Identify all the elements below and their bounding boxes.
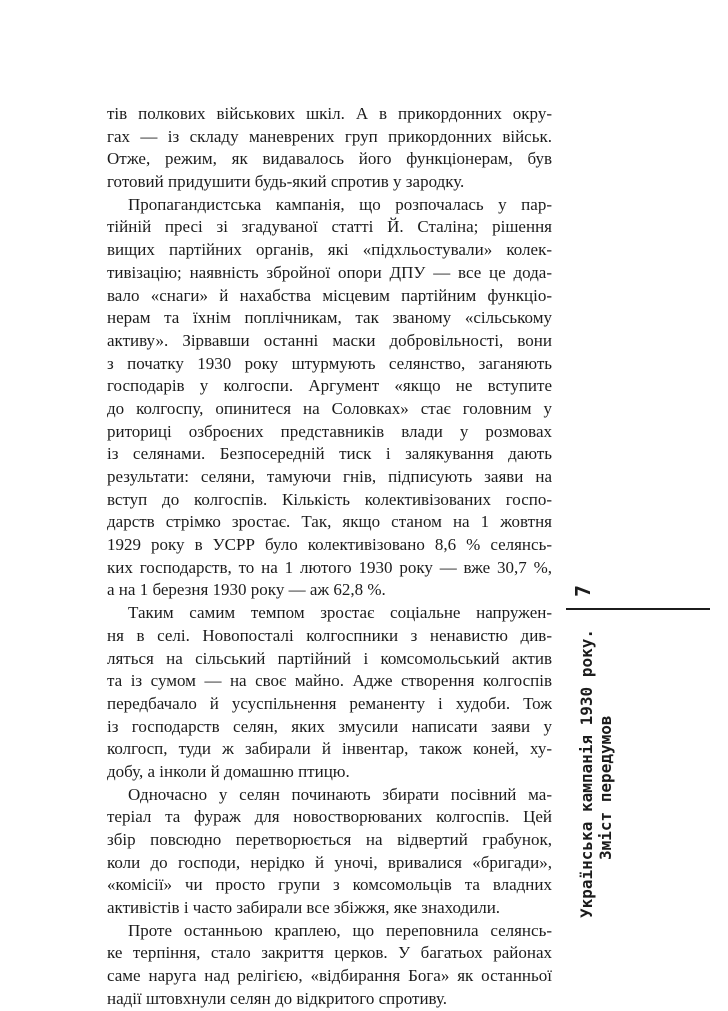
text-line: до колгоспу, опинитеся на Соловках» стає головним у: [107, 398, 552, 418]
text-line: коли до господи, нерідко й уночі, вривалися «бригади»,: [107, 852, 552, 872]
text-line: 1929 року в УСРР було колективізовано 8,6 % селянсь-: [107, 535, 552, 555]
text-line: збір повсюдно перетворюється на відвертий грабунок,: [107, 830, 552, 849]
text-line: вступ до колгоспів. Кількість колективізованих госпо-: [107, 489, 552, 509]
text-line: результати: селяни, тамуючи гнів, підписують заяви на: [107, 467, 552, 486]
text-line: теріал та фураж для новостворюваних колгоспів. Цей: [107, 807, 552, 827]
text-line: передбачало й усуспільнення реманенту і худоби. Тож: [107, 693, 552, 713]
text-line: активістів і часто забирали все збіжжя, яке знаходили.: [107, 898, 501, 918]
text-line: Пропагандистська кампанія, що розпочалась у пар-: [128, 194, 552, 214]
text-line: Одночасно у селян починають збирати посівний ма-: [128, 784, 552, 804]
text-line: колгосп, туди ж забирали й інвентар, також коней, ху-: [107, 739, 552, 759]
text-line: «комісії» чи просто групи з комсомольців та владних: [107, 875, 552, 895]
text-line: надії штовхнули селян до відкритого спротиву.: [107, 988, 448, 1008]
page-number: 7: [571, 584, 595, 598]
body-text: [107, 103, 552, 1011]
text-line: ляться на сільський партійний і комсомольський актив: [107, 648, 552, 668]
text-line: тійній пресі зі згадуваної статті Й. Сталіна; рішення: [107, 217, 552, 237]
text-line: Проте останньою краплею, що переповнила селянсь-: [128, 920, 552, 940]
text-line: вало «снаги» й нахабства місцевим партійним функціо-: [107, 285, 552, 305]
text-line: Таким самим темпом зростає соціальне напружен-: [128, 603, 552, 623]
running-head-title: Українська кампанія 1930 року.: [577, 629, 596, 918]
text-line: нерам та їхнім поплічникам, так званому «сільському: [107, 308, 552, 328]
text-line: дарств стрімко зростає. Так, якщо станом на 1 жовтня: [107, 512, 552, 532]
text-line: гах — із складу маневрених груп прикордонних військ.: [107, 126, 552, 146]
text-line: господарів у колгоспи. Аргумент «якщо не вступите: [107, 376, 552, 396]
text-line: із господарств селян, яких змусили написати заяви у: [107, 716, 552, 736]
text-line: вищих партійних органів, які «підхльостували» колек-: [107, 240, 552, 260]
sidebar-divider: [566, 608, 710, 610]
text-line: із селянами. Безпосередній тиск і залякування дають: [107, 444, 552, 464]
text-line: ня в селі. Новопосталі колгоспники з ненавистю див-: [107, 625, 552, 645]
text-line: з початку 1930 року штурмують селянство, заганяють: [107, 353, 552, 373]
text-line: ких господарств, то на 1 лютого 1930 року — вже 30,7 %,: [107, 557, 552, 577]
text-line: активу». Зірвавши останні маски добровільності, вони: [107, 330, 552, 350]
text-line: та із сумом — на своє майно. Адже створення колгоспів: [107, 671, 552, 691]
text-line: риториці озброєних представників влади у розмовах: [107, 421, 552, 441]
text-line: а на 1 березня 1930 року — аж 62,8 %.: [107, 580, 386, 600]
text-line: тивізацію; наявність збройної опори ДПУ — все це дода-: [107, 262, 552, 282]
running-head-subtitle: Зміст передумов: [596, 715, 615, 860]
text-line: саме наруга над релігією, «відбирання Бога» як останньої: [107, 966, 552, 986]
text-line: Отже, режим, як видавалось його функціонерам, був: [107, 149, 552, 169]
text-line: ке терпіння, стало закриття церков. У багатьох районах: [107, 943, 552, 963]
text-line: готовий придушити будь-який спротив у зародку.: [107, 172, 465, 192]
text-line: тів полкових військових шкіл. А в прикордонних окру-: [107, 104, 552, 123]
text-line: добу, а інколи й домашню птицю.: [107, 761, 350, 781]
